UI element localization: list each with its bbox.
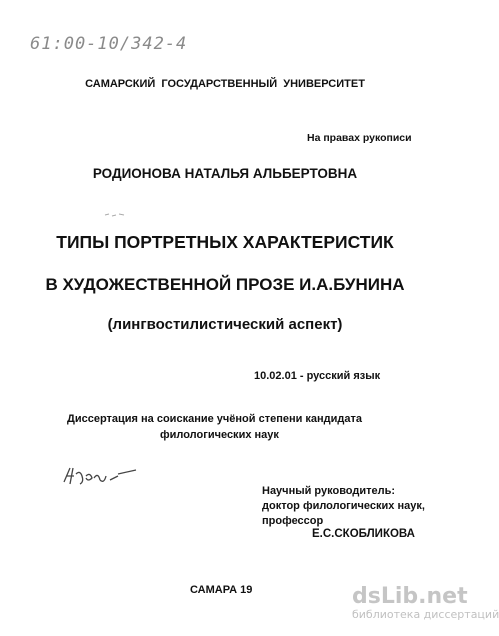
archive-stamp: 61:00-10/342-4 xyxy=(30,34,188,54)
city-year: САМАРА 19 xyxy=(190,584,253,596)
title-line-2: В ХУДОЖЕСТВЕННОЙ ПРОЗЕ И.А.БУНИНА xyxy=(45,275,405,294)
university-name: САМАРСКИЙ ГОСУДАРСТВЕННЫЙ УНИВЕРСИТЕТ xyxy=(85,78,365,90)
specialty-code: 10.02.01 - русский язык xyxy=(254,370,381,382)
scan-speck xyxy=(104,212,126,218)
supervisor-name: Е.С.СКОБЛИКОВА xyxy=(312,528,415,540)
dissertation-line-1: Диссертация на соискание учёной степени кандидата xyxy=(67,413,363,425)
watermark-logo: dsLib.net xyxy=(352,584,468,609)
title-subtitle: (лингвостилистический аспект) xyxy=(107,316,343,333)
author-name: РОДИОНОВА НАТАЛЬЯ АЛЬБЕРТОВНА xyxy=(92,166,358,181)
watermark-text: библиотека диссертаций xyxy=(352,608,499,621)
title-line-1: ТИПЫ ПОРТРЕТНЫХ ХАРАКТЕРИСТИК xyxy=(56,232,394,252)
handwritten-signature xyxy=(60,462,140,492)
rights-notice: На правах рукописи xyxy=(307,132,412,144)
supervisor-label: Научный руководитель: xyxy=(262,485,396,497)
supervisor-degree: доктор филологических наук, xyxy=(262,500,425,512)
supervisor-rank: профессор xyxy=(262,515,324,527)
dissertation-line-2: филологических наук xyxy=(160,429,279,441)
